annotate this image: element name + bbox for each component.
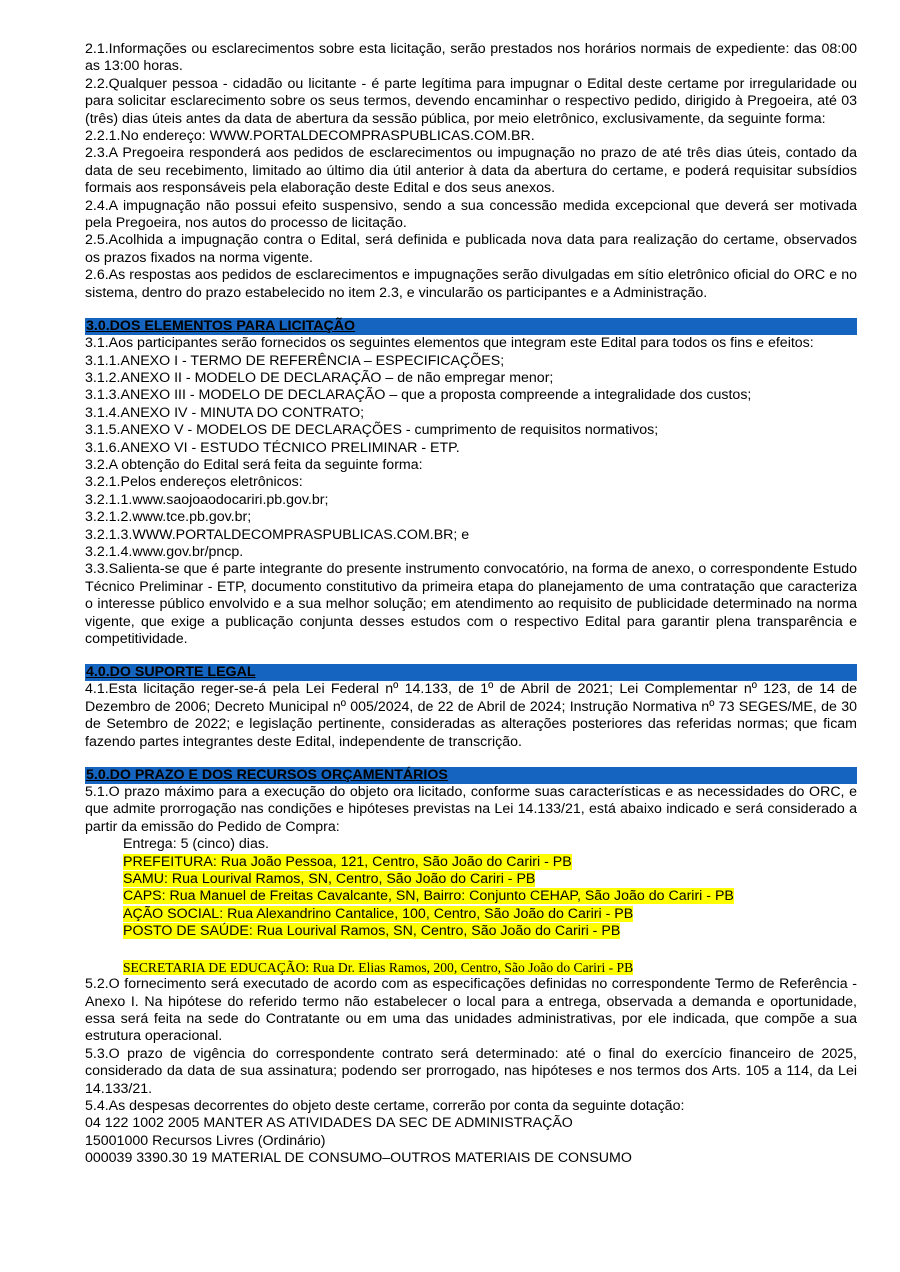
paragraph-2-2: 2.2.Qualquer pessoa - cidadão ou licitante - é parte legítima para impugnar o Edital deste certame por irregularidade ou para solicitar esclarecimento sobre os seus termos, devendo encaminhar o respectivo pedido, dirigido à Pregoeira, até 03 (três) dias úteis antes da data de abertura da sessão pública, por meio eletrônico, exclusivamente, da seguinte forma:: [85, 75, 857, 127]
highlighted-address: PREFEITURA: Rua João Pessoa, 121, Centro, São João do Cariri - PB: [123, 853, 572, 870]
list-item: 3.1.4.ANEXO IV - MINUTA DO CONTRATO;: [85, 404, 365, 421]
delivery-location: [123, 923, 857, 940]
section-heading-5: 5.0.DO PRAZO E DOS RECURSOS ORÇAMENTÁRIOS: [85, 767, 857, 784]
spacer: [85, 941, 857, 959]
list-item: 3.1.3.ANEXO III - MODELO DE DECLARAÇÃO – que a proposta compreende a integralidade dos custos;: [85, 387, 752, 404]
paragraph-2-2-1: 2.2.1.No endereço: WWW.PORTALDECOMPRASPUBLICAS.COM.BR.: [85, 128, 535, 145]
highlighted-address: POSTO DE SAÚDE: Rua Lourival Ramos, SN, Centro, São João do Cariri - PB: [123, 923, 621, 940]
budget-line: 04 122 1002 2005 MANTER AS ATIVIDADES DA SEC DE ADMINISTRAÇÃO: [85, 1115, 573, 1132]
list-item: 3.2.1.Pelos endereços eletrônicos:: [85, 474, 303, 491]
paragraph-2-6: 2.6.As respostas aos pedidos de esclarecimentos e impugnações serão divulgadas em sítio eletrônico oficial do ORC e no sistema, dentro do prazo estabelecido no item 2.3, e vincularão os participantes e a Administração.: [85, 267, 857, 301]
paragraph-3-1: 3.1.Aos participantes serão fornecidos os seguintes elementos que integram este Edital para todos os fins e efeitos:: [85, 335, 814, 352]
highlighted-address: SECRETARIA DE EDUCAÇÃO: Rua Dr. Elias Ramos, 200, Centro, São João do Cariri - PB: [123, 959, 634, 975]
list-item: 3.1.2.ANEXO II - MODELO DE DECLARAÇÃO – de não empregar menor;: [85, 369, 554, 386]
delivery-location: [123, 906, 857, 923]
highlighted-address: AÇÃO SOCIAL: Rua Alexandrino Cantalice, 100, Centro, São João do Cariri - PB: [123, 905, 634, 922]
paragraph-5-1: 5.1.O prazo máximo para a execução do objeto ora licitado, conforme suas características e as necessidades do ORC, e que admite prorrogação nas condições e hipóteses previstas na Lei 14.133/21, está abaixo indicado e será considerado a partir da emissão do Pedido de Compra:: [85, 784, 857, 835]
list-item: 3.2.1.3.WWW.PORTALDECOMPRASPUBLICAS.COM.BR; e: [85, 526, 470, 543]
paragraph-2-5: 2.5.Acolhida a impugnação contra o Edital, será definida e publicada nova data para realização do certame, observados os prazos fixados na norma vigente.: [85, 232, 857, 266]
spacer: [85, 751, 857, 767]
paragraph-5-4: 5.4.As despesas decorrentes do objeto deste certame, correrão por conta da seguinte dotação:: [85, 1097, 685, 1114]
highlighted-address: SAMU: Rua Lourival Ramos, SN, Centro, São João do Cariri - PB: [123, 871, 536, 888]
budget-line: 000039 3390.30 19 MATERIAL DE CONSUMO–OUTROS MATERIAIS DE CONSUMO: [85, 1150, 632, 1167]
section-heading-3: 3.0.DOS ELEMENTOS PARA LICITAÇÃO: [85, 318, 857, 335]
delivery-term: Entrega: 5 (cinco) dias.: [123, 836, 269, 853]
spacer: [85, 302, 857, 318]
document-page: [85, 41, 857, 1168]
list-item: 3.2.1.1.www.saojoaodocariri.pb.gov.br;: [85, 491, 329, 508]
list-item: 3.2.1.4.www.gov.br/pncp.: [85, 543, 244, 560]
list-item: 3.1.1.ANEXO I - TERMO DE REFERÊNCIA – ESPECIFICAÇÕES;: [85, 352, 505, 369]
budget-line: 15001000 Recursos Livres (Ordinário): [85, 1132, 326, 1149]
delivery-location: [123, 871, 857, 888]
section-heading-4: 4.0.DO SUPORTE LEGAL: [85, 664, 857, 681]
spacer: [85, 648, 857, 664]
paragraph-5-2: 5.2.O fornecimento será executado de acordo com as especificações definidas no correspondente Termo de Referência - Anexo I. Na hipótese do referido termo não estabelecer o local para a entrega, observada a demanda e oportunidade, essa será feita na sede do Contratante ou em uma das unidades administrativas, por ele indicada, que compõe a sua estrutura operacional.: [85, 976, 857, 1045]
highlighted-address: CAPS: Rua Manuel de Freitas Cavalcante, SN, Bairro: Conjunto CEHAP, São João do Cariri - PB: [123, 888, 734, 905]
paragraph-2-1: 2.1.Informações ou esclarecimentos sobre esta licitação, serão prestados nos horários normais de expediente: das 08:00 as 13:00 horas.: [85, 41, 857, 75]
delivery-location: [123, 959, 857, 976]
paragraph-2-4: 2.4.A impugnação não possui efeito suspensivo, sendo a sua concessão medida excepcional que deverá ser motivada pela Pregoeira, nos autos do processo de licitação.: [85, 197, 857, 232]
paragraph-2-3: 2.3.A Pregoeira responderá aos pedidos de esclarecimentos ou impugnação no prazo de até três dias úteis, contado da data de seu recebimento, limitado ao último dia útil anterior à data da abertura do certame, e poderá requisitar subsídios formais aos responsáveis pela elaboração deste Edital e dos seus anexos.: [85, 145, 857, 197]
delivery-location: [123, 854, 857, 871]
paragraph-3-3: 3.3.Salienta-se que é parte integrante do presente instrumento convocatório, na forma de anexo, o correspondente Estudo Técnico Preliminar - ETP, documento constitutivo da primeira etapa do planejamento de uma contratação que caracteriza o interesse público envolvido e a sua melhor solução; em atendimento ao requisito de publicidade determinado na norma vigente, que exige a publicação conjunta desses estudos com o respectivo Edital para garantir plena transparência e competitividade.: [85, 561, 857, 647]
paragraph-5-3: 5.3.O prazo de vigência do correspondente contrato será determinado: até o final do exercício financeiro de 2025, considerado da data de sua assinatura; podendo ser prorrogado, nas hipóteses e nos termos dos Arts. 105 a 114, da Lei 14.133/21.: [85, 1045, 857, 1097]
list-item: 3.1.5.ANEXO V - MODELOS DE DECLARAÇÕES - cumprimento de requisitos normativos;: [85, 422, 659, 439]
list-item: 3.2.A obtenção do Edital será feita da seguinte forma:: [85, 456, 423, 473]
paragraph-4-1: 4.1.Esta licitação reger-se-á pela Lei Federal nº 14.133, de 1º de Abril de 2021; Lei Complementar nº 123, de 14 de Dezembro de 2006; Decreto Municipal nº 005/2024, de 22 de Abril de 2024; Instrução Normativa nº 73 SEGES/ME, de 30 de Setembro de 2022; e legislação pertinente, consideradas as alterações posteriores das referidas normas; que ficam fazendo partes integrantes deste Edital, independente de transcrição.: [85, 681, 857, 750]
delivery-location: [123, 888, 857, 905]
list-item: 3.2.1.2.www.tce.pb.gov.br;: [85, 509, 252, 526]
list-item: 3.1.6.ANEXO VI - ESTUDO TÉCNICO PRELIMINAR - ETP.: [85, 439, 460, 456]
